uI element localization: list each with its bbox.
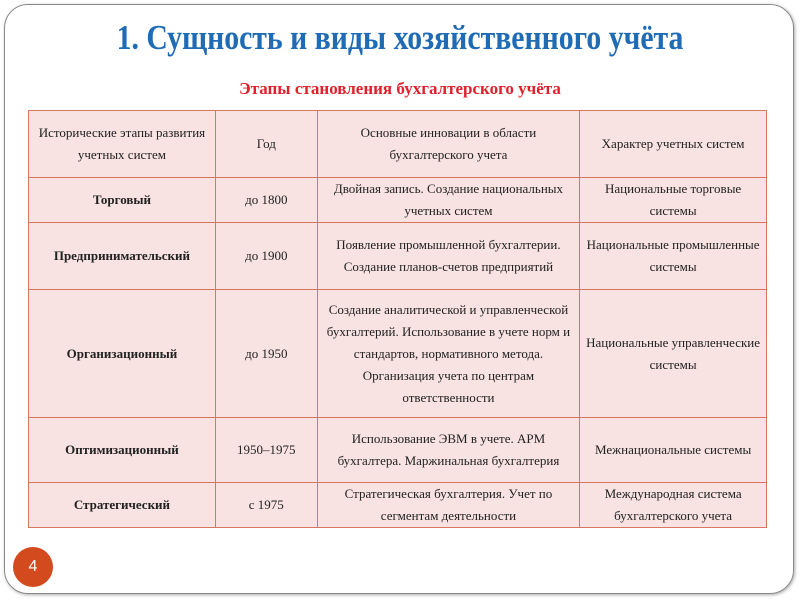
table-row	[29, 223, 767, 290]
year-cell: до 1950	[215, 290, 317, 418]
character-cell: Национальные торговые системы	[580, 178, 767, 223]
year-cell: с 1975	[215, 483, 317, 528]
table-header-row	[29, 111, 767, 178]
header-cell: Год	[215, 111, 317, 178]
innovation-cell: Появление промышленной бухгалтерии. Создание планов-счетов предприятий	[317, 223, 580, 290]
character-cell: Международная система бухгалтерского учета	[580, 483, 767, 528]
innovation-cell: Стратегическая бухгалтерия. Учет по сегментам деятельности	[317, 483, 580, 528]
character-cell: Национальные промышленные системы	[580, 223, 767, 290]
header-cell: Характер учетных систем	[580, 111, 767, 178]
stage-cell: Предпринимательский	[29, 223, 216, 290]
stage-cell: Организационный	[29, 290, 216, 418]
year-cell: 1950–1975	[215, 418, 317, 483]
stage-cell: Оптимизационный	[29, 418, 216, 483]
table-row	[29, 483, 767, 528]
header-cell: Основные инновации в области бухгалтерского учета	[317, 111, 580, 178]
character-cell: Межнациональные системы	[580, 418, 767, 483]
stage-cell: Стратегический	[29, 483, 216, 528]
innovation-cell: Создание аналитической и управленческой бухгалтерий. Использование в учете норм и стандартов, нормативного метода. Организация учета по центрам ответственности	[317, 290, 580, 418]
page-number-badge: 4	[13, 547, 53, 587]
table-row	[29, 178, 767, 223]
innovation-cell: Использование ЭВМ в учете. АРМ бухгалтера. Маржинальная бухгалтерия	[317, 418, 580, 483]
header-cell: Исторические этапы развития учетных систем	[29, 111, 216, 178]
stages-table	[28, 110, 767, 528]
table-row	[29, 418, 767, 483]
year-cell: до 1900	[215, 223, 317, 290]
character-cell: Национальные управленческие системы	[580, 290, 767, 418]
table-caption: Этапы становления бухгалтерского учёта	[239, 79, 561, 98]
stage-cell: Торговый	[29, 178, 216, 223]
table-row	[29, 290, 767, 418]
innovation-cell: Двойная запись. Создание национальных учетных систем	[317, 178, 580, 223]
slide-title: 1. Сущность и виды хозяйственного учёта	[116, 18, 684, 57]
year-cell: до 1800	[215, 178, 317, 223]
